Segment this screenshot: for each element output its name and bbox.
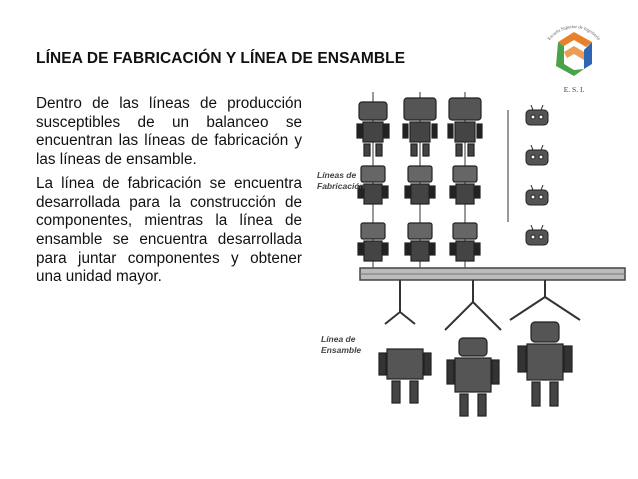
school-logo: [534, 14, 614, 98]
paragraph-detail: La línea de fabricación se encuentra desarrollada para la construcción de componentes, mientras la línea de ensamble se encuentra desarrollada para juntar componentes y obtener una unidad mayor.: [36, 174, 302, 286]
logo-arc-text: Escuela Superior de Ingeniería: [546, 23, 602, 42]
logo-initials: E. S. I.: [563, 85, 585, 94]
label-ensamble-line2: Ensamble: [321, 345, 362, 355]
body-text: [36, 95, 302, 292]
logo-emblem-icon: [556, 32, 592, 76]
paragraph-intro: Dentro de las líneas de producción susceptibles de un balanceo se encuentran las líneas de fabricación y las líneas de ensamble.: [36, 95, 302, 169]
label-fabricacion-line1: Líneas de: [317, 170, 357, 180]
slide-title: LÍNEA DE FABRICACIÓN Y LÍNEA DE ENSAMBLE: [36, 50, 406, 67]
assembly-robots: [379, 322, 572, 416]
label-ensamble-line1: Línea de: [321, 334, 356, 344]
production-line-illustration: [315, 92, 630, 472]
label-fabricacion-line2: Fabricación: [317, 181, 365, 191]
conveyor-beam: [360, 268, 625, 280]
robot-heads: [526, 105, 548, 245]
fabrication-robots: [357, 98, 482, 261]
